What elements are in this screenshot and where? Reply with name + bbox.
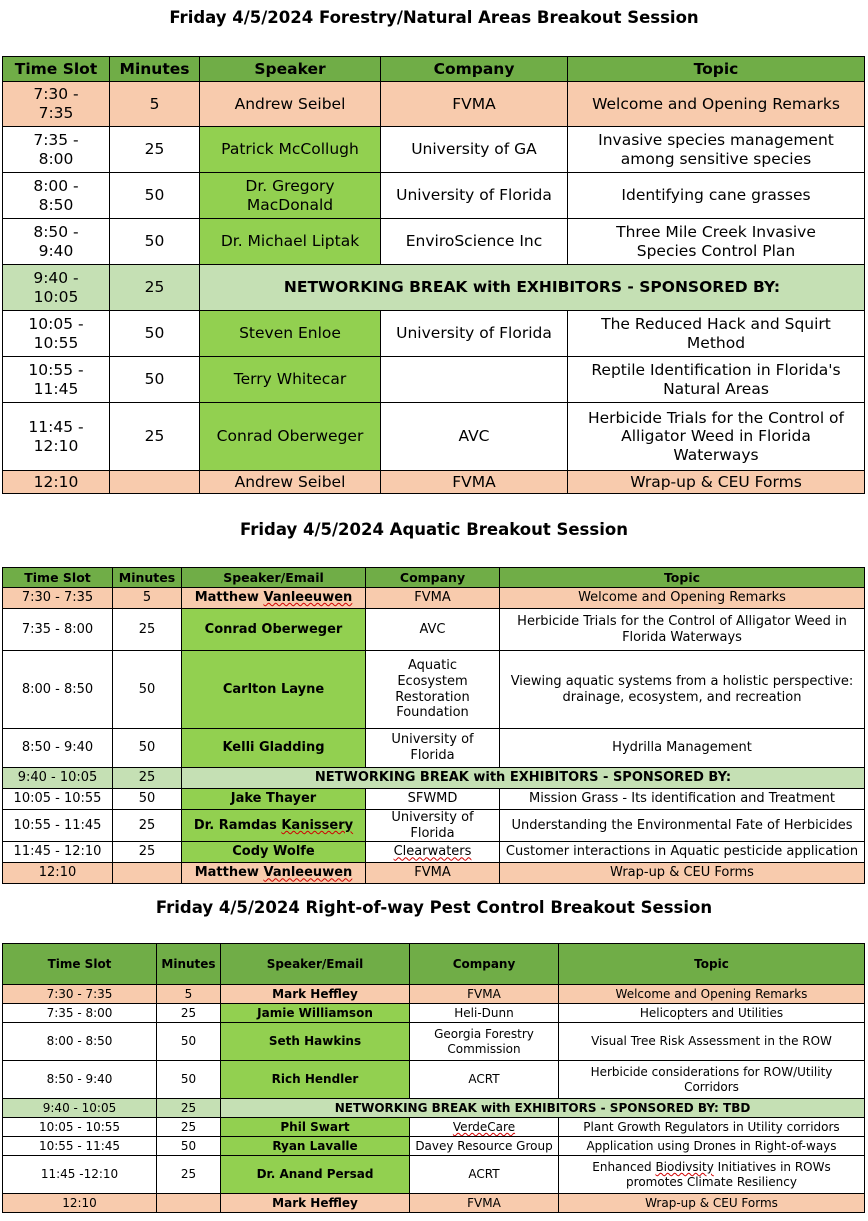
header-minutes: Minutes [110, 57, 200, 82]
speaker-cell: Dr. Michael Liptak [200, 219, 381, 265]
time-slot-cell: 8:50 - 9:40 [3, 219, 110, 265]
minutes-cell: 25 [110, 403, 200, 471]
time-slot-cell: 10:05 - 10:55 [3, 789, 113, 810]
table-row [3, 82, 865, 127]
speaker-cell: Jake Thayer [182, 789, 366, 810]
minutes-cell: 25 [157, 1118, 221, 1137]
minutes-cell: 50 [157, 1061, 221, 1099]
table-row [3, 265, 865, 311]
time-slot-cell: 7:30 - 7:35 [3, 985, 157, 1004]
topic-cell: Application using Drones in Right-of-ways [559, 1137, 865, 1156]
topic-cell: Mission Grass - Its identification and Treatment [500, 789, 865, 810]
speaker-cell: Dr. Anand Persad [221, 1156, 410, 1194]
time-slot-cell: 10:55 - 11:45 [3, 810, 113, 842]
table-row [3, 609, 865, 651]
minutes-cell: 25 [113, 810, 182, 842]
topic-cell: Invasive species management among sensitive species [568, 127, 865, 173]
table-row [3, 1194, 865, 1213]
topic-cell: Customer interactions in Aquatic pesticide application [500, 842, 865, 863]
time-slot-cell: 11:45 -12:10 [3, 1156, 157, 1194]
minutes-cell [113, 863, 182, 884]
header-row [3, 57, 865, 82]
spellcheck-underline: VerdeCare [452, 1119, 516, 1134]
header-time-slot: Time Slot [3, 568, 113, 588]
header-row [3, 944, 865, 985]
time-slot-cell: 12:10 [3, 471, 110, 494]
speaker-cell: Matthew Vanleeuwen [182, 863, 366, 884]
company-cell: FVMA [381, 82, 568, 127]
table-row [3, 1004, 865, 1023]
time-slot-cell: 7:30 - 7:35 [3, 588, 113, 609]
speaker-cell: Steven Enloe [200, 311, 381, 357]
minutes-cell: 50 [113, 729, 182, 768]
speaker-cell: Ryan Lavalle [221, 1137, 410, 1156]
topic-cell: Visual Tree Risk Assessment in the ROW [559, 1023, 865, 1061]
table-row [3, 1061, 865, 1099]
time-slot-cell: 8:50 - 9:40 [3, 729, 113, 768]
topic-cell: Welcome and Opening Remarks [568, 82, 865, 127]
topic-cell: Helicopters and Utilities [559, 1004, 865, 1023]
time-slot-cell: 10:05 - 10:55 [3, 1118, 157, 1137]
table-row [3, 863, 865, 884]
table-row [3, 1137, 865, 1156]
time-slot-cell: 7:30 - 7:35 [3, 82, 110, 127]
table-row [3, 768, 865, 789]
speaker-cell: Jamie Williamson [221, 1004, 410, 1023]
spellcheck-underline: Clearwaters [393, 844, 472, 860]
topic-cell: Reptile Identification in Florida's Natural Areas [568, 357, 865, 403]
session-3-table [2, 943, 865, 1213]
header-topic: Topic [559, 944, 865, 985]
speaker-cell: Phil Swart [221, 1118, 410, 1137]
header-speaker-email: Speaker/Email [182, 568, 366, 588]
minutes-cell: 25 [157, 1004, 221, 1023]
speaker-cell: Patrick McCollugh [200, 127, 381, 173]
company-cell [366, 842, 500, 863]
time-slot-cell: 10:05 - 10:55 [3, 311, 110, 357]
speaker-cell: Dr. Gregory MacDonald [200, 173, 381, 219]
speaker-cell: Matthew Vanleeuwen [182, 588, 366, 609]
topic-cell: Three Mile Creek Invasive Species Control Plan [568, 219, 865, 265]
topic-cell: Hydrilla Management [500, 729, 865, 768]
speaker-cell: Dr. Ramdas Kanissery [182, 810, 366, 842]
minutes-cell: 50 [157, 1023, 221, 1061]
table-row [3, 588, 865, 609]
minutes-cell [157, 1194, 221, 1213]
header-minutes: Minutes [113, 568, 182, 588]
minutes-cell: 25 [110, 265, 200, 311]
topic-cell: Plant Growth Regulators in Utility corridors [559, 1118, 865, 1137]
topic-cell: Viewing aquatic systems from a holistic perspective: drainage, ecosystem, and recreation [500, 651, 865, 729]
minutes-cell: 50 [157, 1137, 221, 1156]
table-row [3, 1118, 865, 1137]
topic-cell: Identifying cane grasses [568, 173, 865, 219]
minutes-cell: 5 [113, 588, 182, 609]
topic-cell: Herbicide considerations for ROW/Utility Corridors [559, 1061, 865, 1099]
time-slot-cell: 8:00 - 8:50 [3, 651, 113, 729]
time-slot-cell: 8:00 - 8:50 [3, 1023, 157, 1061]
minutes-cell: 5 [110, 82, 200, 127]
company-cell: SFWMD [366, 789, 500, 810]
company-cell: University of Florida [381, 173, 568, 219]
company-cell: University of Florida [366, 729, 500, 768]
speaker-cell: Kelli Gladding [182, 729, 366, 768]
company-cell: FVMA [366, 863, 500, 884]
company-cell: Aquatic Ecosystem Restoration Foundation [366, 651, 500, 729]
session-1-table [2, 56, 865, 494]
header-speaker: Speaker [200, 57, 381, 82]
speaker-cell: Andrew Seibel [200, 471, 381, 494]
topic-cell: Herbicide Trials for the Control of Alligator Weed in Florida Waterways [568, 403, 865, 471]
minutes-cell: 25 [110, 127, 200, 173]
company-cell: Heli-Dunn [410, 1004, 559, 1023]
company-cell [410, 1118, 559, 1137]
company-cell: FVMA [381, 471, 568, 494]
topic-cell: Wrap-up & CEU Forms [568, 471, 865, 494]
topic-cell: Wrap-up & CEU Forms [500, 863, 865, 884]
minutes-cell [110, 471, 200, 494]
time-slot-cell: 10:55 - 11:45 [3, 357, 110, 403]
table-row [3, 810, 865, 842]
time-slot-cell: 9:40 - 10:05 [3, 768, 113, 789]
speaker-cell: Mark Heffley [221, 985, 410, 1004]
table-row [3, 729, 865, 768]
spellcheck-underline: Kanissery [281, 817, 354, 833]
session-2-title: Friday 4/5/2024 Aquatic Breakout Session [240, 520, 628, 539]
company-cell: University of Florida [381, 311, 568, 357]
speaker-cell: Conrad Oberweger [182, 609, 366, 651]
networking-break-cell: NETWORKING BREAK with EXHIBITORS - SPONSORED BY: [200, 265, 865, 311]
company-cell: FVMA [410, 1194, 559, 1213]
minutes-cell: 5 [157, 985, 221, 1004]
company-cell: Davey Resource Group [410, 1137, 559, 1156]
header-time-slot: Time Slot [3, 57, 110, 82]
company-cell [381, 357, 568, 403]
topic-cell: Understanding the Environmental Fate of Herbicides [500, 810, 865, 842]
table-row [3, 471, 865, 494]
header-company: Company [366, 568, 500, 588]
minutes-cell: 25 [113, 768, 182, 789]
networking-break-cell: NETWORKING BREAK with EXHIBITORS - SPONSORED BY: [182, 768, 865, 789]
time-slot-cell: 7:35 - 8:00 [3, 127, 110, 173]
topic-cell: The Reduced Hack and Squirt Method [568, 311, 865, 357]
company-cell: FVMA [366, 588, 500, 609]
table-row [3, 842, 865, 863]
table-row [3, 1023, 865, 1061]
time-slot-cell: 12:10 [3, 1194, 157, 1213]
minutes-cell: 25 [113, 609, 182, 651]
time-slot-cell: 8:50 - 9:40 [3, 1061, 157, 1099]
speaker-cell: Cody Wolfe [182, 842, 366, 863]
company-cell: AVC [381, 403, 568, 471]
company-cell: FVMA [410, 985, 559, 1004]
table-row [3, 127, 865, 173]
table-row [3, 651, 865, 729]
time-slot-cell: 7:35 - 8:00 [3, 1004, 157, 1023]
speaker-cell: Rich Hendler [221, 1061, 410, 1099]
company-cell: ACRT [410, 1156, 559, 1194]
header-row [3, 568, 865, 588]
minutes-cell: 50 [113, 789, 182, 810]
minutes-cell: 50 [110, 173, 200, 219]
time-slot-cell: 8:00 - 8:50 [3, 173, 110, 219]
topic-cell: Enhanced Biodivsity Initiatives in ROWs promotes Climate Resiliency [559, 1156, 865, 1194]
session-2-table [2, 567, 865, 884]
minutes-cell: 50 [113, 651, 182, 729]
topic-cell: Welcome and Opening Remarks [500, 588, 865, 609]
table-row [3, 789, 865, 810]
table-row [3, 311, 865, 357]
header-company: Company [381, 57, 568, 82]
minutes-cell: 25 [113, 842, 182, 863]
company-cell: ACRT [410, 1061, 559, 1099]
topic-cell: Welcome and Opening Remarks [559, 985, 865, 1004]
table-row [3, 1156, 865, 1194]
header-speaker-email: Speaker/Email [221, 944, 410, 985]
company-cell: University of Florida [366, 810, 500, 842]
speaker-cell: Andrew Seibel [200, 82, 381, 127]
speaker-cell: Terry Whitecar [200, 357, 381, 403]
spellcheck-underline: Vanleeuwen [263, 590, 353, 606]
session-1-title: Friday 4/5/2024 Forestry/Natural Areas Breakout Session [169, 8, 699, 27]
time-slot-cell: 9:40 - 10:05 [3, 1099, 157, 1118]
time-slot-cell: 7:35 - 8:00 [3, 609, 113, 651]
session-3-title: Friday 4/5/2024 Right-of-way Pest Control Breakout Session [155, 898, 713, 917]
topic-cell: Wrap-up & CEU Forms [559, 1194, 865, 1213]
company-cell: Georgia Forestry Commission [410, 1023, 559, 1061]
speaker-cell: Mark Heffley [221, 1194, 410, 1213]
time-slot-cell: 9:40 - 10:05 [3, 265, 110, 311]
table-row [3, 403, 865, 471]
spellcheck-underline: Vanleeuwen [263, 865, 353, 881]
minutes-cell: 50 [110, 357, 200, 403]
minutes-cell: 50 [110, 311, 200, 357]
table-row [3, 219, 865, 265]
company-cell: AVC [366, 609, 500, 651]
speaker-cell: Seth Hawkins [221, 1023, 410, 1061]
table-row [3, 985, 865, 1004]
header-minutes: Minutes [157, 944, 221, 985]
header-topic: Topic [568, 57, 865, 82]
time-slot-cell: 11:45 - 12:10 [3, 403, 110, 471]
table-row [3, 173, 865, 219]
header-topic: Topic [500, 568, 865, 588]
minutes-cell: 25 [157, 1156, 221, 1194]
spellcheck-underline: Biodivsity [655, 1160, 714, 1175]
time-slot-cell: 12:10 [3, 863, 113, 884]
time-slot-cell: 11:45 - 12:10 [3, 842, 113, 863]
networking-break-cell: NETWORKING BREAK with EXHIBITORS - SPONSORED BY: TBD [221, 1099, 865, 1118]
speaker-cell: Carlton Layne [182, 651, 366, 729]
company-cell: University of GA [381, 127, 568, 173]
topic-cell: Herbicide Trials for the Control of Alligator Weed in Florida Waterways [500, 609, 865, 651]
table-row [3, 357, 865, 403]
speaker-cell: Conrad Oberweger [200, 403, 381, 471]
time-slot-cell: 10:55 - 11:45 [3, 1137, 157, 1156]
company-cell: EnviroScience Inc [381, 219, 568, 265]
header-company: Company [410, 944, 559, 985]
header-time-slot: Time Slot [3, 944, 157, 985]
table-row [3, 1099, 865, 1118]
minutes-cell: 25 [157, 1099, 221, 1118]
minutes-cell: 50 [110, 219, 200, 265]
